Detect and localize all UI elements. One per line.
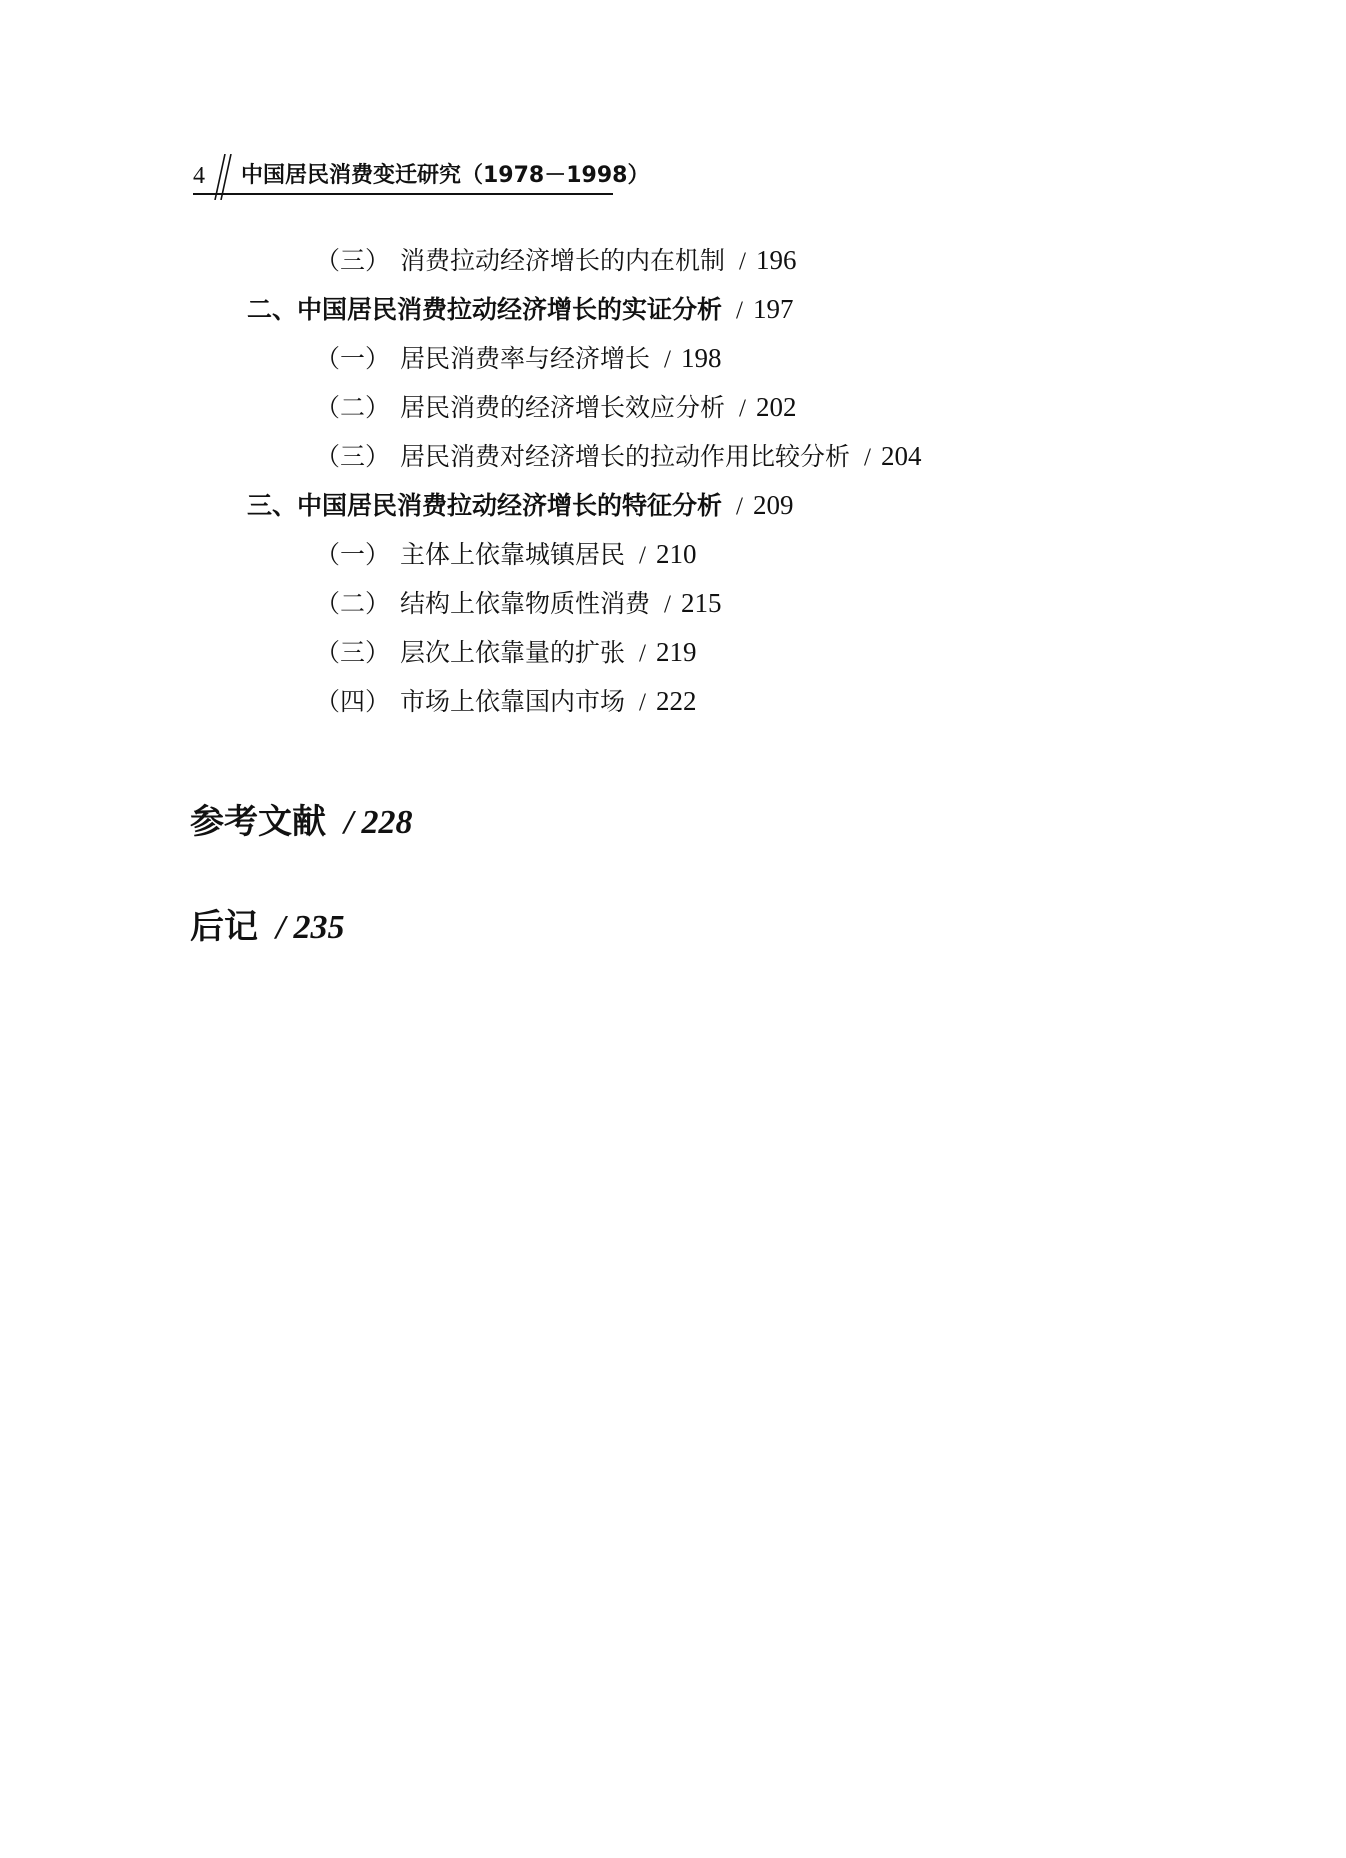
toc-title: 二、中国居民消费拉动经济增长的实证分析	[247, 295, 723, 324]
toc-title: 结构上依靠物质性消费	[400, 589, 651, 618]
toc-page: 219	[655, 637, 697, 667]
toc-entry[interactable]	[315, 632, 696, 672]
back-matter-page: 228	[361, 804, 413, 841]
book-title: 中国居民消费变迁研究（1978－1998）	[241, 163, 650, 188]
toc-section-heading[interactable]	[247, 289, 793, 329]
toc-separator: /	[664, 591, 671, 618]
toc-title: 居民消费的经济增长效应分析	[400, 393, 726, 422]
toc-marker: （二）	[315, 393, 391, 422]
back-matter-references[interactable]	[190, 799, 412, 846]
toc-title: 层次上依靠量的扩张	[400, 638, 626, 667]
toc-separator: /	[736, 297, 743, 324]
back-matter-afterword[interactable]	[190, 904, 344, 951]
page-number: 4	[193, 163, 205, 189]
toc-page: 222	[655, 686, 697, 716]
toc-marker: （二）	[315, 589, 391, 618]
toc-page: 196	[755, 245, 797, 275]
back-matter-title: 后记	[190, 907, 258, 947]
toc-title: 消费拉动经济增长的内在机制	[400, 246, 726, 275]
toc-title: 居民消费对经济增长的拉动作用比较分析	[400, 442, 851, 471]
toc-page: 215	[680, 588, 722, 618]
toc-separator: /	[736, 493, 743, 520]
toc-separator: /	[639, 542, 646, 569]
toc-separator: /	[664, 346, 671, 373]
toc-title: 市场上依靠国内市场	[400, 687, 626, 716]
toc-separator: /	[864, 444, 871, 471]
toc-entry[interactable]	[315, 436, 921, 476]
toc-separator: /	[639, 689, 646, 716]
toc-marker: （一）	[315, 540, 391, 569]
toc-title: 主体上依靠城镇居民	[400, 540, 626, 569]
toc-marker: （四）	[315, 687, 391, 716]
toc-marker: （三）	[315, 638, 391, 667]
toc-page: 198	[680, 343, 722, 373]
toc-separator: /	[739, 248, 746, 275]
toc-page: 197	[752, 294, 794, 324]
toc-separator: /	[639, 640, 646, 667]
toc-marker: （三）	[315, 246, 391, 275]
toc-separator: /	[276, 909, 286, 946]
back-matter-title: 参考文献	[190, 802, 326, 842]
toc-entry[interactable]	[315, 583, 721, 623]
toc-page: 202	[755, 392, 797, 422]
toc-marker: （一）	[315, 344, 391, 373]
toc-separator: /	[344, 804, 354, 841]
back-matter-page: 235	[293, 909, 345, 946]
toc-page: 204	[880, 441, 922, 471]
toc-marker: （三）	[315, 442, 391, 471]
toc-section-heading[interactable]	[247, 485, 793, 525]
toc-entry[interactable]	[315, 338, 721, 378]
toc-entry[interactable]	[315, 240, 796, 280]
toc-title: 三、中国居民消费拉动经济增长的特征分析	[247, 491, 723, 520]
toc-entry[interactable]	[315, 534, 696, 574]
toc-title: 居民消费率与经济增长	[400, 344, 651, 373]
toc-separator: /	[739, 395, 746, 422]
toc-page: 209	[752, 490, 794, 520]
toc-entry[interactable]	[315, 681, 696, 721]
toc-entry[interactable]	[315, 387, 796, 427]
toc-page: 210	[655, 539, 697, 569]
